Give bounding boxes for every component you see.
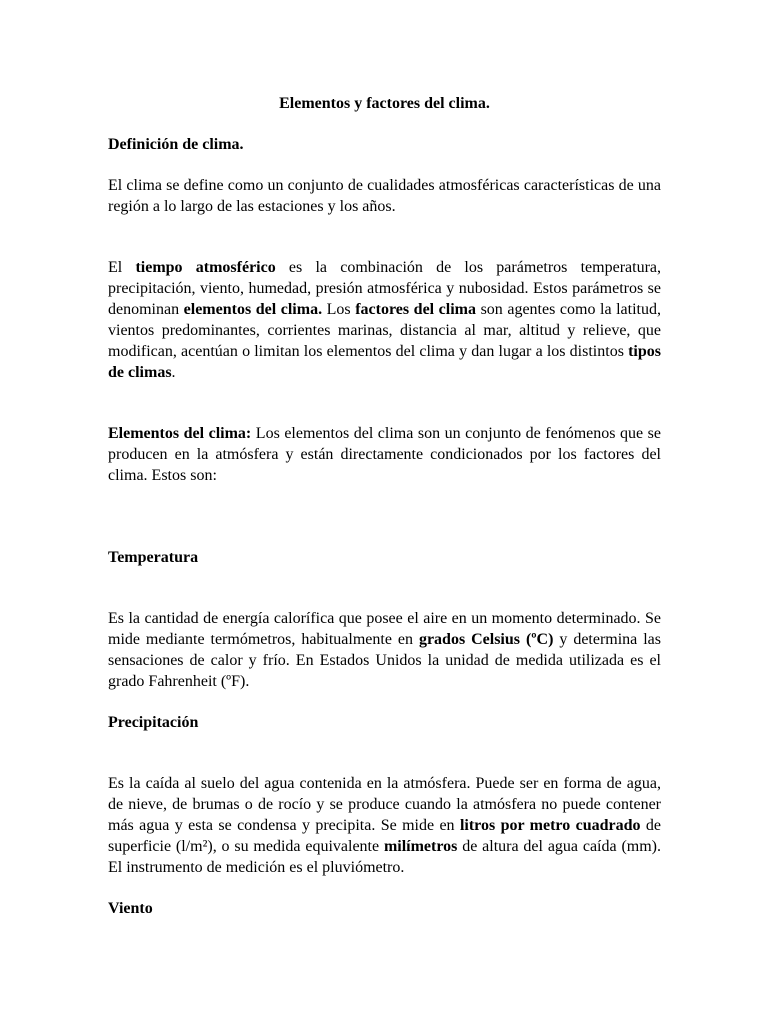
text-run: Es la cantidad de energía calorífica que posee el aire en un momento determinado. Se mide mediante termómetros, habitualmente en xyxy=(108,610,661,648)
bold-term: grados Celsius (ºC) xyxy=(418,631,554,648)
text-run: Es la caída al suelo del agua contenida en la atmósfera. Puede ser en forma de agua, de nieve, de brumas o de rocío y se produce cuando la atmósfera no puede contener más agua y esta se condensa y precipita. Se mide en xyxy=(108,775,661,834)
paragraph-precipitation xyxy=(108,773,661,878)
bold-term: tiempo atmosférico xyxy=(135,259,276,276)
text-run: . xyxy=(171,364,176,381)
spacer xyxy=(108,486,661,547)
text-run: Los xyxy=(322,301,356,318)
spacer xyxy=(108,155,661,175)
temperature-heading: Temperatura xyxy=(108,549,199,566)
paragraph-climate-elements xyxy=(108,423,661,486)
bold-term: Elementos del clima: xyxy=(108,425,252,442)
paragraph-weather-elements xyxy=(108,257,661,383)
precipitation-heading: Precipitación xyxy=(108,714,199,731)
spacer xyxy=(108,383,661,423)
text-run: El xyxy=(108,259,136,276)
bold-term: litros por metro cuadrado xyxy=(459,817,641,834)
paragraph-temperature xyxy=(108,608,661,692)
spacer xyxy=(108,733,661,773)
spacer xyxy=(108,217,661,257)
bold-term: milímetros xyxy=(383,838,458,855)
text-run: de altura del agua caída (mm). El instrumento de medición es el pluviómetro. xyxy=(108,838,661,876)
wind-heading: Viento xyxy=(108,900,153,917)
text-run: de superficie (l/m²), o su medida equivalente xyxy=(108,817,661,855)
bold-term: elementos del clima. xyxy=(183,301,323,318)
spacer xyxy=(108,692,661,712)
text-run: y determina las sensaciones de calor y frío. En Estados Unidos la unidad de medida utilizada es el grado Fahrenheit (ºF). xyxy=(108,631,661,690)
bold-term: factores del clima xyxy=(355,301,476,318)
document-title: Elementos y factores del clima. xyxy=(279,95,490,112)
text-run: es la combinación de los parámetros temperatura, precipitación, viento, humedad, presión atmosférica y nubosidad. Estos parámetros se denominan xyxy=(108,259,662,318)
document-page xyxy=(108,93,661,919)
spacer xyxy=(108,878,661,898)
bold-term: tipos de climas xyxy=(108,343,661,381)
paragraph-climate-definition: El clima se define como un conjunto de cualidades atmosféricas características de una región a lo largo de las estaciones y los años. xyxy=(108,177,661,215)
text-run: son agentes como la latitud, vientos predominantes, corrientes marinas, distancia al mar, altitud y relieve, que modifican, acentúan o limitan los elementos del clima y dan lugar a los distintos xyxy=(108,301,661,360)
definition-heading: Definición de clima. xyxy=(108,136,244,153)
text-run: Los elementos del clima son un conjunto de fenómenos que se producen en la atmósfera y están directamente condicionados por los factores del clima. Estos son: xyxy=(108,425,662,484)
spacer xyxy=(108,568,661,608)
